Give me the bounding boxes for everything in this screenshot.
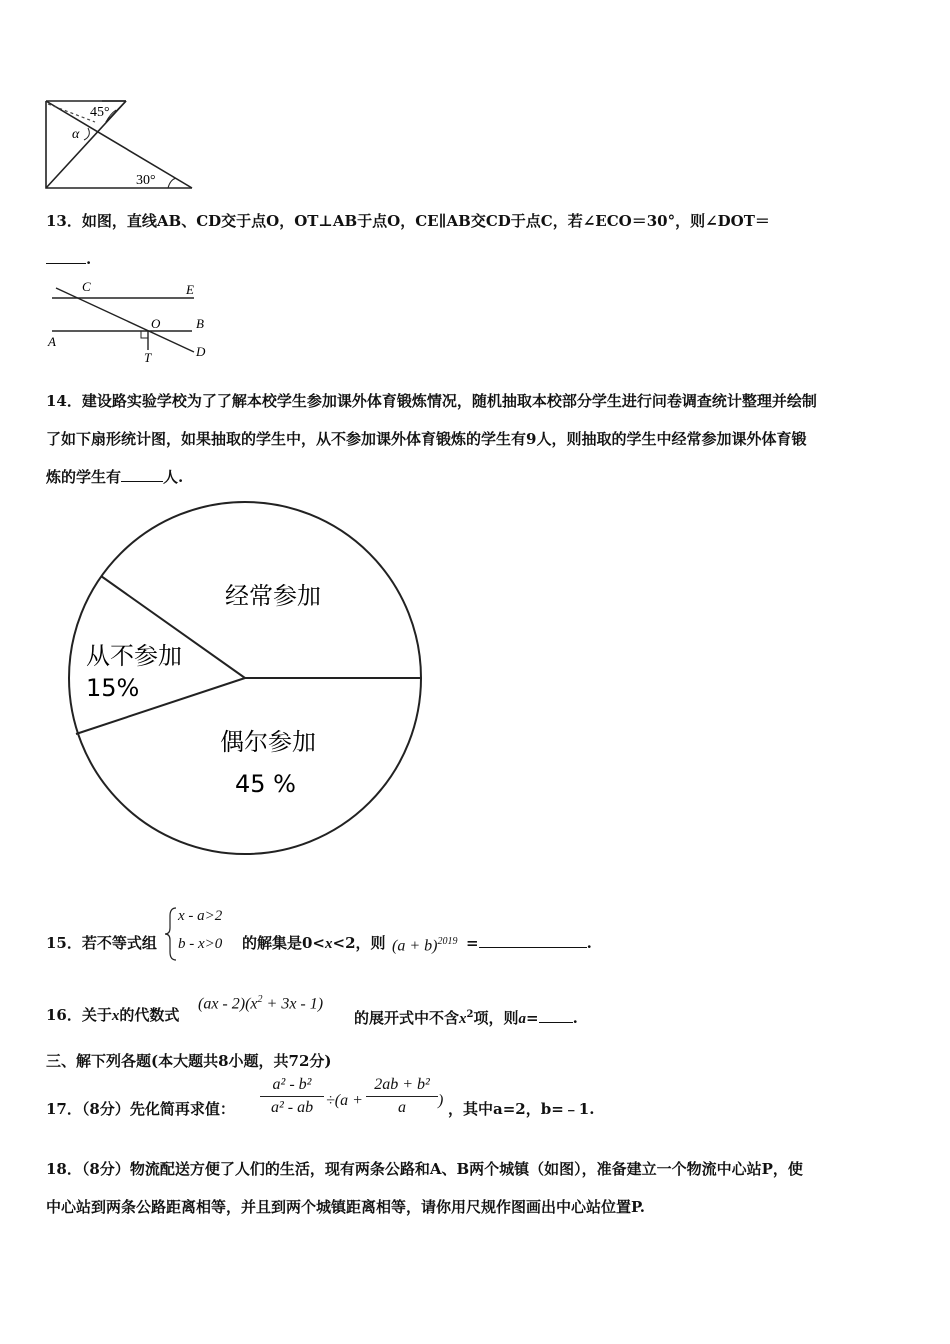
label-a: A	[48, 334, 56, 349]
q13-text: 如图，直线AB、CD交于点O，OT⊥AB于点O，CE∥AB交CD于点C，若∠ECO＝30°，则∠DOT＝	[81, 212, 770, 230]
q12-figure	[40, 96, 200, 196]
q15-brace	[164, 906, 178, 962]
q14-answer-blank[interactable]	[121, 467, 163, 482]
q17-frac1-den: a² - ab	[270, 1099, 314, 1116]
q17-frac1	[260, 1076, 324, 1117]
pie-chart	[60, 496, 432, 868]
q15-sys1: x - a>2	[178, 908, 223, 924]
q16-pre1: 关于	[81, 1006, 112, 1024]
angle-arc-alpha	[84, 128, 89, 140]
q16-expr1: (ax - 2)	[198, 995, 246, 1013]
right-angle-mark	[141, 331, 148, 338]
q15-var: x	[325, 936, 333, 952]
q16-expr2b: + 3x - 1)	[262, 995, 324, 1013]
q13-end: .	[86, 250, 92, 268]
q16-answer-blank[interactable]	[539, 1008, 573, 1023]
label-b: B	[196, 316, 204, 331]
q15-answer-blank[interactable]	[479, 933, 587, 948]
q15-eq: =	[466, 934, 479, 952]
q16-rest	[354, 996, 578, 1038]
q15-mid2: <2，则	[332, 934, 386, 952]
slice-label-sometimes: 偶尔参加	[220, 728, 316, 756]
q16-x2sup: 2	[466, 1009, 474, 1020]
q17-frac2-num: 2ab + b²	[366, 1076, 438, 1097]
q16-expr2sup: 2	[257, 994, 263, 1005]
q16-eq: =	[526, 1009, 539, 1027]
q15-expr-exp: 2019	[437, 936, 458, 947]
q15-line	[46, 924, 157, 962]
q15-rest	[242, 924, 386, 963]
q18-line2	[46, 1188, 645, 1226]
q16-a: a	[518, 1011, 526, 1027]
q14-line1	[46, 382, 817, 420]
q16-x2: x	[459, 1011, 467, 1027]
q15-answer	[466, 924, 592, 962]
q16-var: x	[111, 1008, 120, 1024]
q14-line2	[46, 420, 806, 458]
q18-line1-text: 物流配送方便了人们的生活，现有两条公路和A、B两个城镇（如图），准备建立一个物流中心站P，使	[129, 1160, 803, 1178]
q18-line1	[46, 1150, 803, 1188]
q13-answer-line	[46, 240, 91, 278]
slice-value-never: 15%	[86, 674, 140, 702]
q18-number: 18．	[46, 1160, 82, 1178]
q13-line	[46, 202, 770, 240]
dotted-line	[48, 104, 95, 122]
label-o: O	[151, 316, 161, 331]
q15-mid: 的解集是0<	[242, 934, 326, 952]
q15-pre: 若不等式组	[81, 934, 157, 952]
q15-expr	[392, 936, 457, 955]
q15-sys2: b - x>0	[178, 936, 223, 952]
q16-line	[46, 996, 179, 1035]
label-d: D	[196, 344, 206, 359]
q13-figure	[44, 278, 219, 363]
q17-frac1-num: a² - b²	[260, 1076, 324, 1097]
q14-line2-text: 了如下扇形统计图，如果抽取的学生中，从不参加课外体育锻炼的学生有9人，则抽取的学生中经常参加课外体育锻	[46, 430, 807, 448]
angle-30-label: 30°	[136, 173, 156, 188]
q16-mid: 的展开式中不含	[354, 1009, 460, 1027]
label-t: T	[144, 350, 152, 363]
label-e: E	[186, 282, 194, 297]
q17-number: 17．	[46, 1100, 82, 1118]
section3-title: 三、解下列各题(本大题共8小题，共72分)	[46, 1052, 332, 1070]
q15-number: 15．	[46, 934, 82, 952]
slice-value-sometimes: 45 %	[235, 770, 296, 798]
q18-line2-text: 中心站到两条公路距离相等，并且到两个城镇距离相等，请你用尺规作图画出中心站位置P.	[46, 1198, 646, 1216]
hypotenuse	[46, 101, 192, 188]
q16-pre2: 的代数式	[119, 1006, 180, 1024]
angle-45-label: 45°	[90, 105, 110, 120]
q17-frac2-den: a	[398, 1099, 406, 1116]
q14-line3	[46, 458, 183, 496]
q17-score: （8分）	[81, 1100, 130, 1118]
q17-post: ，其中a=2，b=﹣1.	[448, 1100, 595, 1118]
q17-text: 先化简再求值：	[129, 1100, 235, 1118]
q17-line	[46, 1090, 235, 1128]
q14-line3-pre: 炼的学生有	[46, 468, 122, 486]
q14-number: 14．	[46, 392, 82, 410]
slice-label-never: 从不参加	[86, 642, 182, 670]
q13-number: 13．	[46, 212, 82, 230]
angle-arc-30	[168, 178, 176, 188]
q16-expr	[198, 994, 323, 1013]
q15-expr-base: (a + b)	[392, 937, 438, 955]
angle-alpha-label: α	[72, 127, 80, 142]
q17-div: ÷(a +	[326, 1092, 363, 1109]
q16-end: .	[572, 1009, 578, 1027]
label-c: C	[82, 279, 91, 294]
q16-number: 16．	[46, 1006, 82, 1024]
q16-mid2: 项，则	[473, 1009, 519, 1027]
slice-label-often: 经常参加	[225, 582, 321, 610]
q17-frac2	[366, 1076, 438, 1117]
q14-line1-text: 建设路实验学校为了了解本校学生参加课外体育锻炼情况，随机抽取本校部分学生进行问卷调查统计整理并绘制	[81, 392, 817, 410]
q16-expr2a: (x	[245, 995, 258, 1013]
q18-score: （8分）	[81, 1160, 130, 1178]
q13-answer-blank[interactable]	[46, 249, 86, 264]
q14-line3-post: 人.	[163, 468, 184, 486]
q17-close: )	[438, 1092, 444, 1109]
q15-end: .	[586, 934, 592, 952]
